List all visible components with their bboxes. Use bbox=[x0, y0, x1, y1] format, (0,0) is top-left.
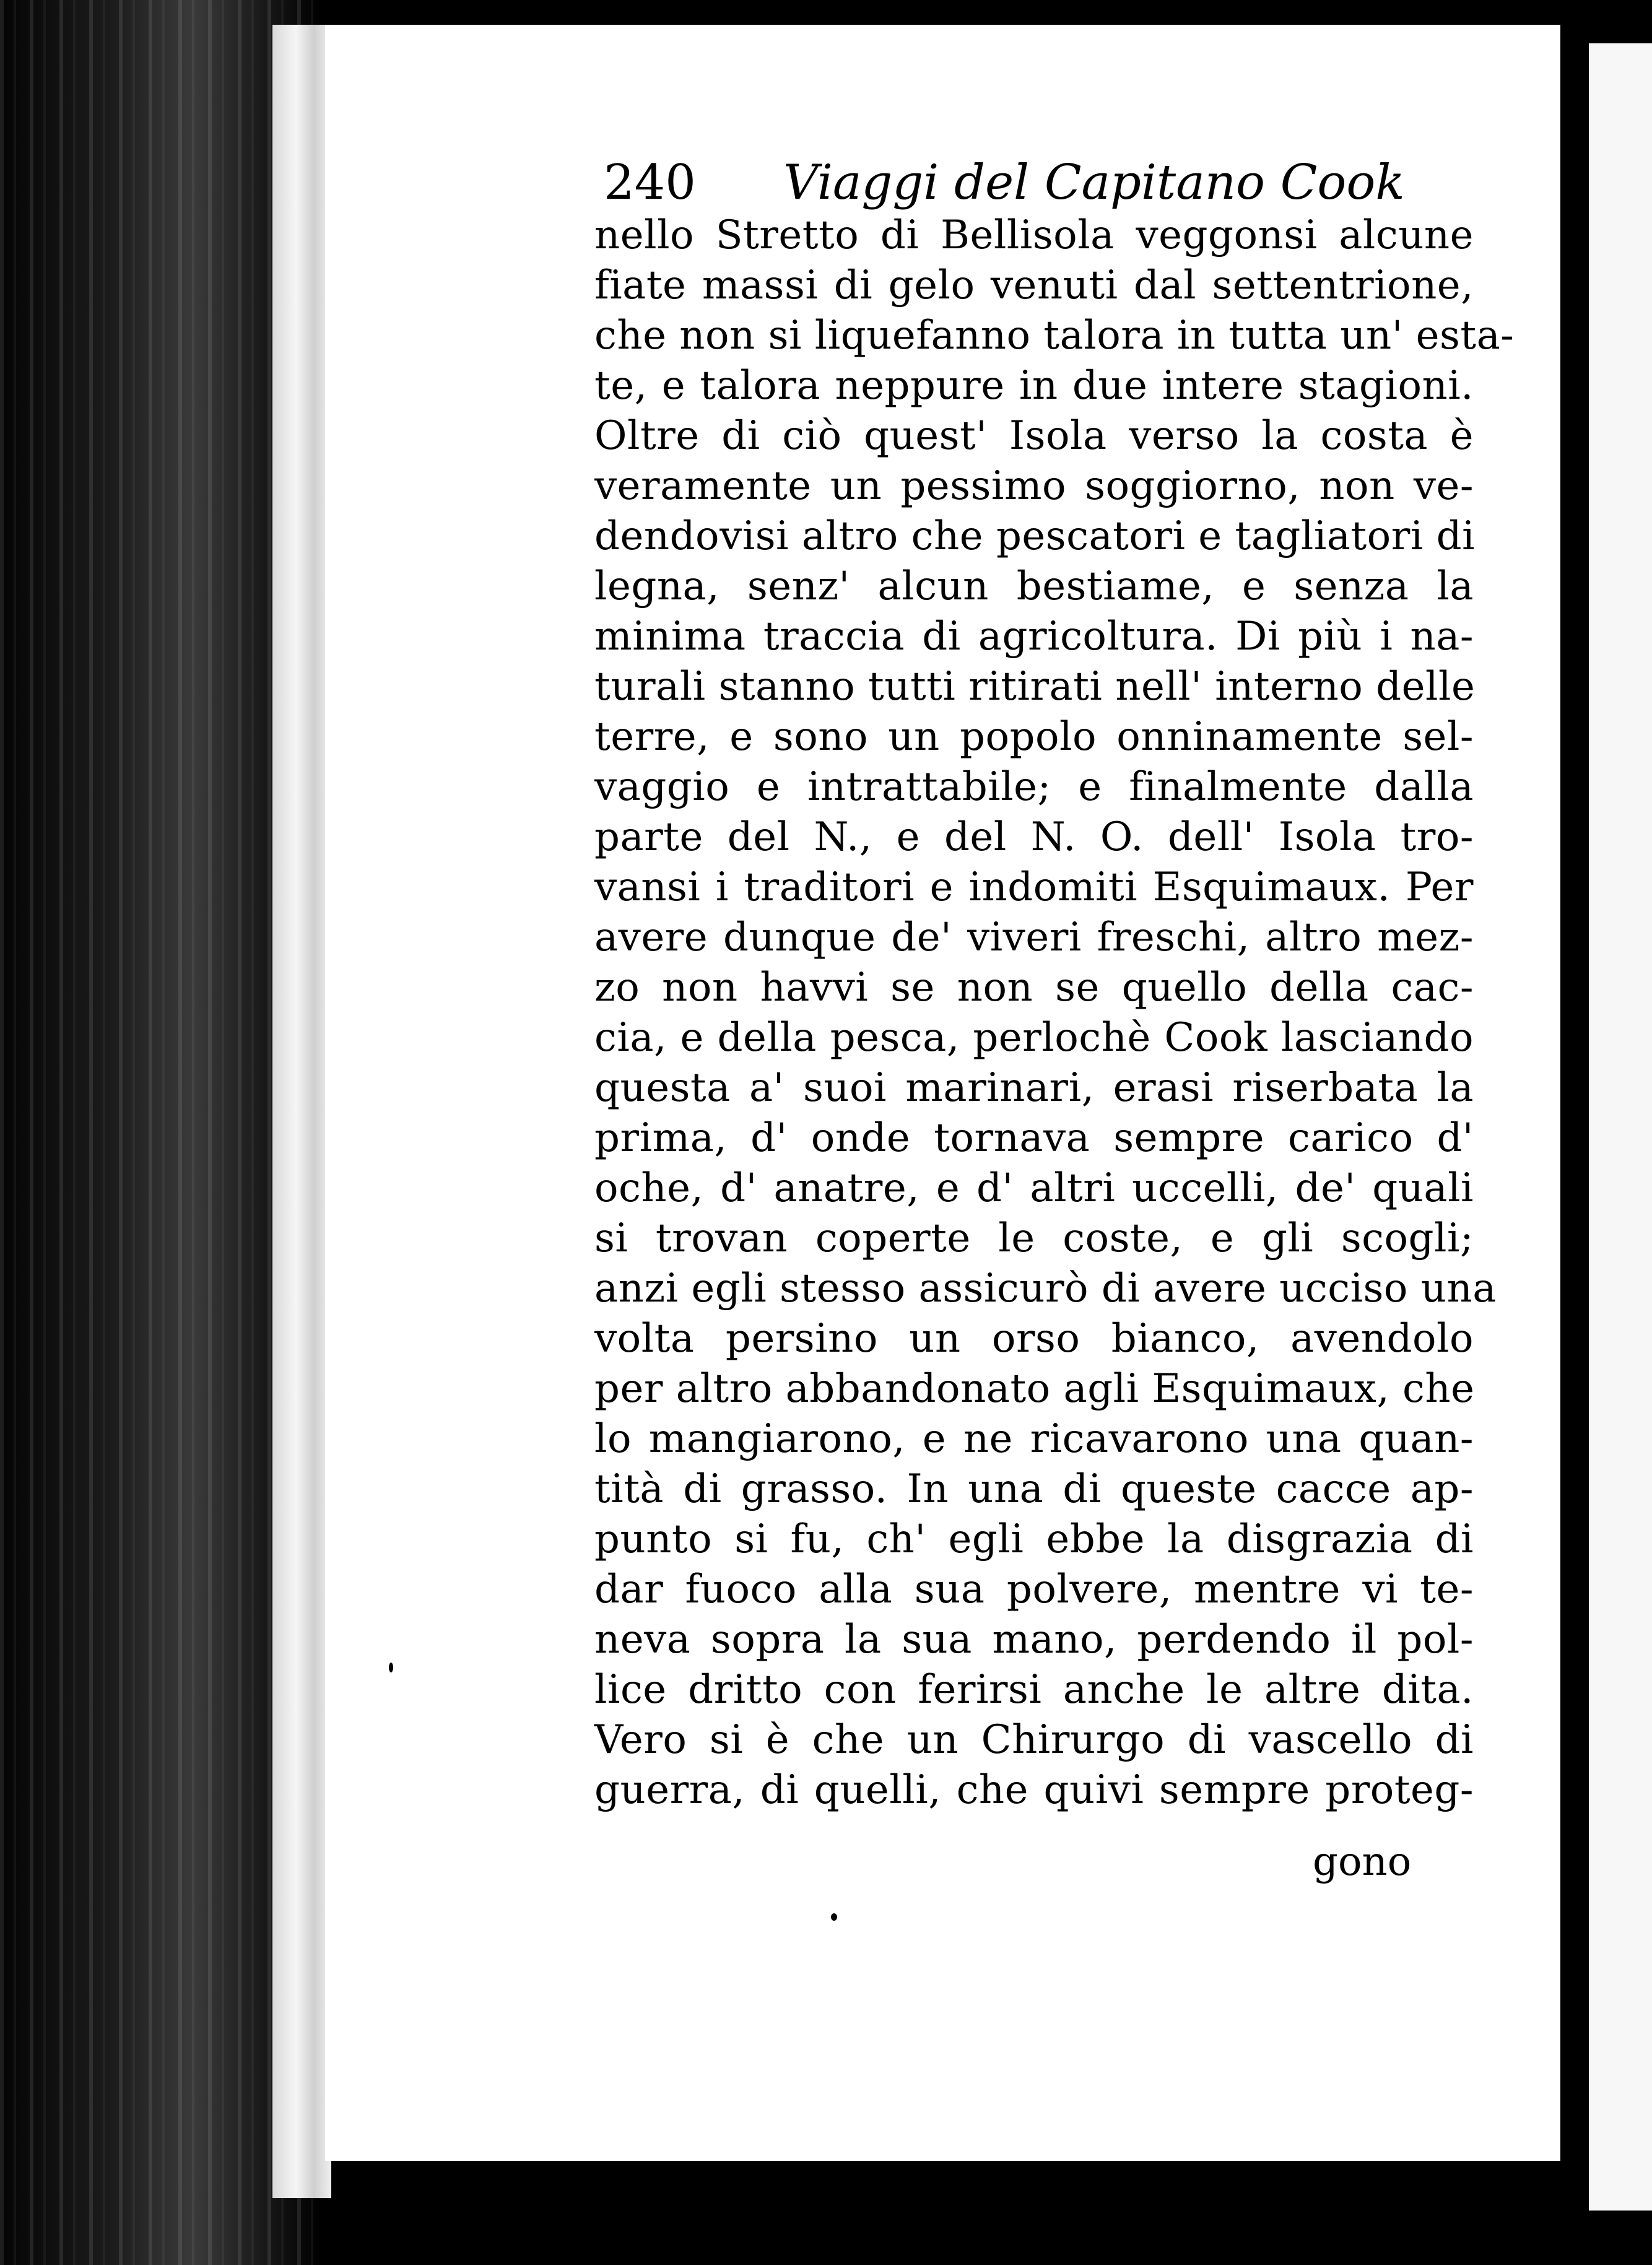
text-line: cia, e della pesca, perlochè Cook lasciando bbox=[594, 1015, 1474, 1061]
text-line: veramente un pessimo soggiorno, non ve- bbox=[594, 463, 1474, 509]
ink-speck bbox=[831, 1913, 837, 1921]
text-line: dendovisi altro che pescatori e tagliatori di bbox=[594, 513, 1476, 559]
text-line: oche, d' anatre, e d' altri uccelli, de' quali bbox=[594, 1165, 1474, 1211]
text-line: vansi i traditori e indomiti Esquimaux. Per bbox=[594, 864, 1474, 910]
text-line: zo non havvi se non se quello della cac- bbox=[594, 965, 1474, 1011]
text-line: si trovan coperte le coste, e gli scogli; bbox=[594, 1215, 1474, 1261]
text-line: nello Stretto di Bellisola veggonsi alcune bbox=[594, 212, 1474, 258]
text-line: Oltre di ciò quest' Isola verso la costa è bbox=[594, 413, 1474, 459]
text-line: lice dritto con ferirsi anche le altre dita. bbox=[594, 1667, 1474, 1713]
text-line: vaggio e intrattabile; e finalmente dalla bbox=[594, 764, 1474, 810]
facing-page-edge bbox=[1585, 43, 1652, 2211]
text-line: tità di grasso. In una di queste cacce ap- bbox=[594, 1466, 1474, 1512]
body-text bbox=[594, 211, 1515, 1815]
gutter-shadow bbox=[1560, 0, 1585, 2265]
text-line: terre, e sono un popolo onninamente sel- bbox=[594, 714, 1474, 760]
text-line: neva sopra la sua mano, perdendo il pol- bbox=[594, 1617, 1474, 1663]
text-line: minima traccia di agricoltura. Di più i na- bbox=[594, 614, 1474, 659]
text-line: che non si liquefanno talora in tutta un' esta- bbox=[594, 313, 1515, 359]
text-line: questa a' suoi marinari, erasi riserbata la bbox=[594, 1065, 1474, 1111]
text-line: anzi egli stesso assicurò di avere ucciso una bbox=[594, 1266, 1497, 1311]
catchword: gono bbox=[1313, 1839, 1412, 1885]
text-line: prima, d' onde tornava sempre carico d' bbox=[594, 1115, 1474, 1161]
text-line: per altro abbandonato agli Esquimaux, che bbox=[594, 1366, 1475, 1412]
text-line: te, e talora neppure in due intere stagioni. bbox=[594, 363, 1474, 409]
running-title: Viaggi del Capitano Cook bbox=[783, 155, 1405, 211]
text-line: avere dunque de' viveri freschi, altro mez- bbox=[594, 915, 1474, 960]
text-line: punto si fu, ch' egli ebbe la disgrazia di bbox=[594, 1516, 1474, 1562]
page-edge bbox=[272, 25, 331, 2198]
text-line: dar fuoco alla sua polvere, mentre vi te- bbox=[594, 1567, 1474, 1612]
text-line: turali stanno tutti ritirati nell' interno delle bbox=[594, 664, 1476, 710]
text-line: Vero si è che un Chirurgo di vascello di bbox=[594, 1717, 1474, 1763]
text-line: lo mangiarono, e ne ricavarono una quan- bbox=[594, 1416, 1474, 1462]
ink-speck bbox=[389, 1663, 393, 1672]
page-number: 240 bbox=[604, 155, 696, 211]
text-line: parte del N., e del N. O. dell' Isola tro- bbox=[594, 814, 1474, 860]
text-line: legna, senz' alcun bestiame, e senza la bbox=[594, 563, 1474, 609]
text-line: fiate massi di gelo venuti dal settentrione, bbox=[594, 263, 1474, 308]
text-line: guerra, di quelli, che quivi sempre proteg- bbox=[594, 1767, 1474, 1813]
text-line: volta persino un orso bianco, avendolo bbox=[594, 1316, 1474, 1362]
